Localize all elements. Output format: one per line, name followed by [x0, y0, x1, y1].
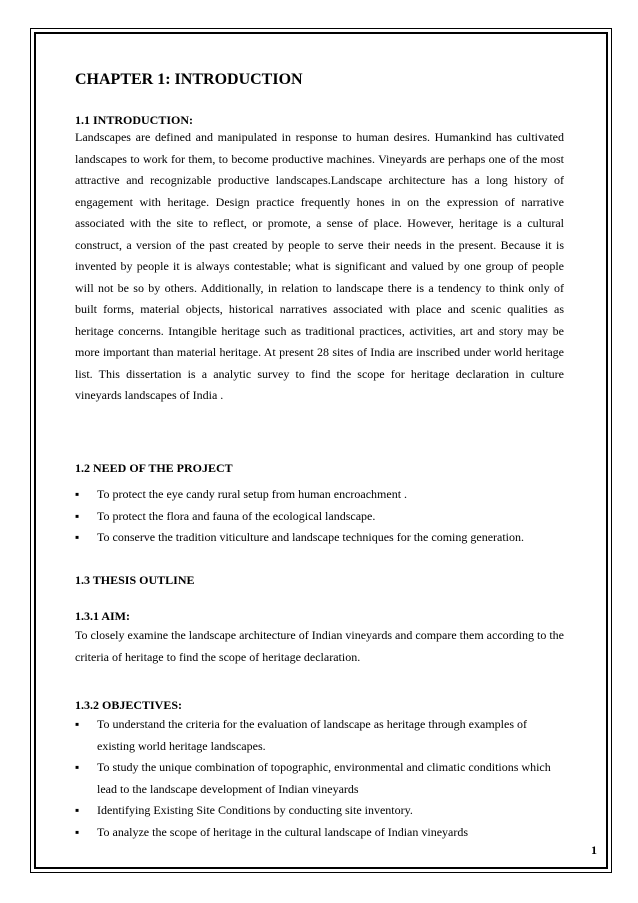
- list-item: ▪ To protect the flora and fauna of the ecological landscape.: [75, 506, 564, 528]
- need-list: [75, 484, 564, 549]
- need-heading: 1.2 NEED OF THE PROJECT: [75, 461, 233, 475]
- list-item: ▪ To conserve the tradition viticulture and landscape techniques for the coming generation.: [75, 527, 564, 549]
- bullet-icon: ▪: [75, 717, 80, 731]
- bullet-icon: ▪: [75, 760, 80, 774]
- objectives-list: [75, 714, 564, 843]
- list-item: ▪ Identifying Existing Site Conditions by conducting site inventory.: [75, 800, 564, 822]
- aim-paragraph: To closely examine the landscape architecture of Indian vineyards and compare them according to the criteria of heritage to find the scope of heritage declaration.: [75, 628, 564, 664]
- list-item: ▪ To protect the eye candy rural setup from human encroachment .: [75, 484, 564, 506]
- outline-heading: 1.3 THESIS OUTLINE: [75, 573, 195, 587]
- list-item: ▪ To understand the criteria for the evaluation of landscape as heritage through examples of existing world heritage landscapes.: [75, 714, 564, 757]
- bullet-icon: ▪: [75, 803, 80, 817]
- bullet-icon: ▪: [75, 530, 80, 544]
- bullet-icon: ▪: [75, 508, 80, 523]
- list-item: ▪ To analyze the scope of heritage in the cultural landscape of Indian vineyards: [75, 822, 564, 844]
- intro-heading: 1.1 INTRODUCTION:: [75, 113, 194, 127]
- intro-paragraph: Landscapes are defined and manipulated in response to human desires. Humankind has cultivated landscapes to work for them, to become productive machines. Vineyards are perhaps one of the most attractive and recognizable productive landscapes.Landscape architecture has a long history of engagement with heritage. Design practice frequently hones in on the expression of narrative associated with the site to reflect, or promote, a sense of place. However, heritage is a cultural construct, a version of the past created by people to serve their needs in the present. Because it is invented by people it is always contestable; what is significant and valued by one group of people will not be so by others. Additionally, in relation to landscape there is a tendency to think only of built forms, material objects, historical narratives associated with place and scenic qualities as heritage concerns. Intangible heritage such as traditional practices, activities, art and story may be more important than material heritage. At present 28 sites of India are inscribed under world heritage list. This dissertation is a analytic survey to find the scope for heritage declaration in culture vineyards landscapes of India .: [75, 130, 564, 402]
- objectives-heading: 1.3.2 OBJECTIVES:: [75, 698, 183, 712]
- aim-heading: 1.3.1 AIM:: [75, 609, 130, 623]
- page-number: 1: [591, 843, 597, 857]
- bullet-icon: ▪: [75, 487, 80, 501]
- bullet-icon: ▪: [75, 824, 80, 839]
- chapter-title: CHAPTER 1: INTRODUCTION: [75, 71, 303, 88]
- list-item: ▪ To study the unique combination of topographic, environmental and climatic conditions which lead to the landscape development of Indian vineyards: [75, 757, 564, 800]
